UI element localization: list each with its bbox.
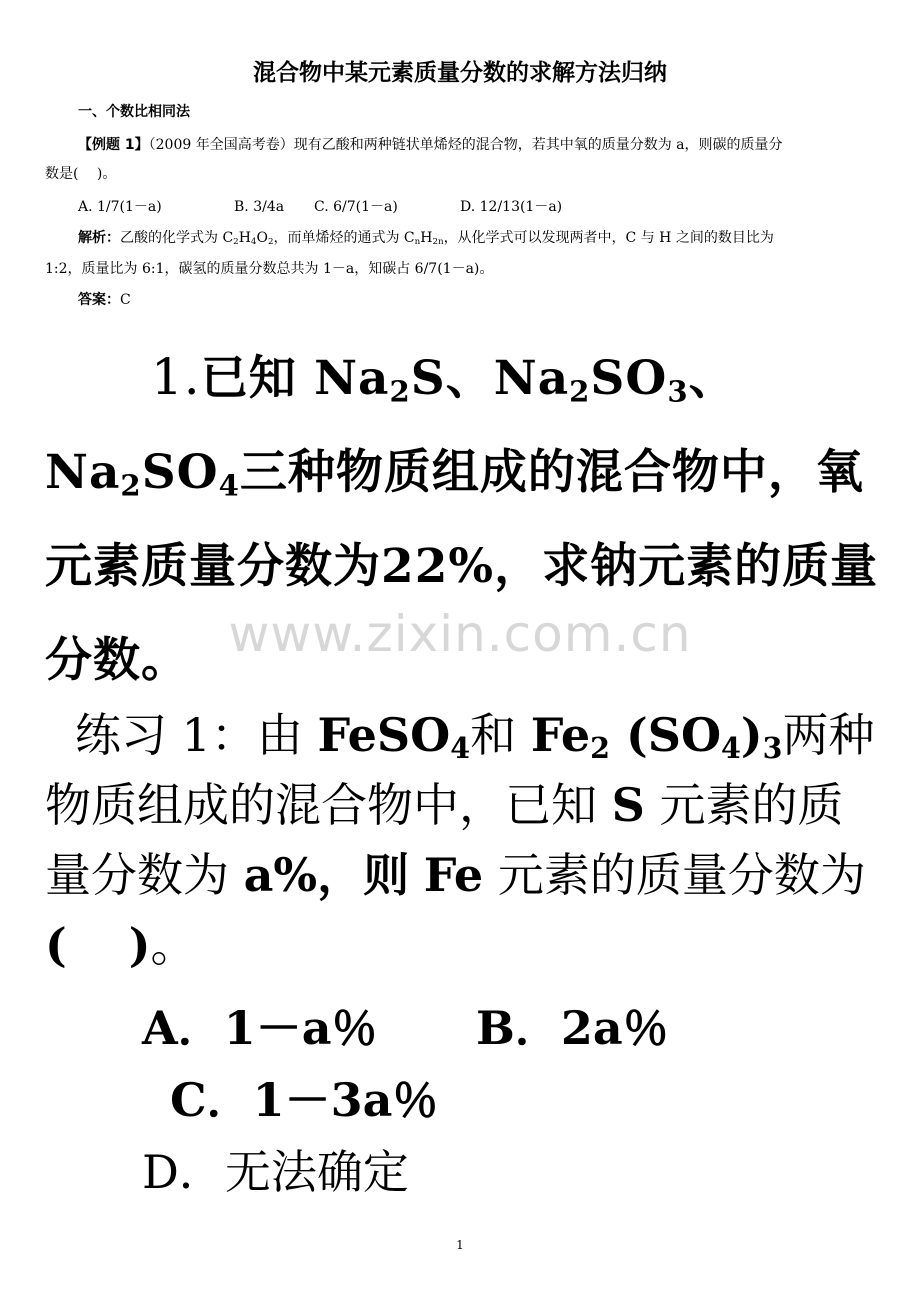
page-number: 1 bbox=[456, 1238, 464, 1252]
answer-line bbox=[78, 290, 131, 310]
question-text-2: ，求钠元素的质量分数。 bbox=[45, 539, 879, 688]
exercise-text-3: ，则 bbox=[317, 848, 410, 902]
subscript: 2 bbox=[233, 237, 239, 248]
example-line2: 数是( )。 bbox=[45, 166, 117, 182]
exercise-blank: ( ) bbox=[45, 918, 151, 972]
exercise-text-1: 两种物质组成的混合物中，已知 bbox=[45, 708, 875, 832]
formula-na2so3: $Na_2SO_3$ bbox=[493, 351, 689, 409]
question-known: 已知 bbox=[200, 351, 297, 406]
analysis-text: ，而单烯烃的通式为 C bbox=[273, 230, 415, 246]
element-fe: Fe bbox=[423, 848, 484, 902]
analysis-line1 bbox=[78, 228, 774, 248]
example-text: 现有乙酸和两种链状单烯烃的混合物，若其中氧的质量分数为 a，则碳的质量分 bbox=[293, 137, 783, 153]
subscript: 2 bbox=[267, 237, 274, 248]
separator: 、 bbox=[688, 351, 737, 406]
subscript: 2n bbox=[432, 237, 444, 248]
question-number: 1. bbox=[151, 348, 201, 406]
exercise-option-d bbox=[142, 1136, 409, 1202]
section-heading: 一、个数比相同法 bbox=[78, 104, 190, 120]
question-percent: 22% bbox=[381, 539, 495, 594]
formula-na2s: $Na_2S$ bbox=[314, 351, 446, 409]
analysis-text: ，从化学式可以发现两者中，C 与 H 之间的数目比为 bbox=[443, 230, 774, 246]
analysis-label: 解析： bbox=[78, 230, 120, 246]
exercise-option-b: B．2a％ bbox=[476, 1001, 669, 1055]
exercise-a-percent: a% bbox=[243, 848, 318, 902]
example-tag: 【例题 1】 bbox=[78, 137, 149, 153]
subscript: n bbox=[414, 237, 421, 248]
exercise-text-4: 元素的质量分数为 bbox=[497, 848, 866, 902]
exercise-option-a: A．1－a％ bbox=[142, 1001, 378, 1055]
example-option-b: B. 3/4a bbox=[234, 199, 285, 215]
separator: 、 bbox=[445, 351, 494, 406]
exercise-text-2: 元素的质量分数为 bbox=[45, 778, 844, 902]
subscript: 4 bbox=[250, 237, 257, 248]
formula-fe2so43: $Fe_2$ $(SO_4)_3$ bbox=[530, 708, 783, 766]
example-option-d: D. 12/13(1－a) bbox=[460, 199, 563, 215]
example-source: （2009 年全国高考卷） bbox=[148, 137, 294, 153]
analysis-text: 乙酸的化学式为 C bbox=[120, 230, 234, 246]
watermark: www.zixin.com.cn bbox=[228, 605, 692, 663]
analysis-line2: 1:2，质量比为 6:1，碳氢的质量分数总共为 1－a，知碳占 6/7(1－a)。 bbox=[45, 261, 494, 277]
question-text-1: 三种物质组成的混合物中，氧元素质量分数为 bbox=[45, 445, 864, 594]
exercise-label: 练习 1：由 bbox=[75, 708, 303, 762]
analysis-text: H bbox=[238, 230, 251, 246]
exercise-1 bbox=[45, 700, 885, 980]
formula-feso4: FeSO$_4$ bbox=[317, 708, 471, 766]
exercise-and: 和 bbox=[470, 708, 517, 762]
exercise-option-d-text: D．无法确定 bbox=[142, 1145, 409, 1199]
answer-label: 答案： bbox=[78, 292, 120, 308]
analysis-text: H bbox=[420, 230, 433, 246]
answer-value: C bbox=[120, 292, 131, 308]
example-option-a: A. 1/7(1－a) bbox=[78, 199, 162, 215]
example-line1 bbox=[78, 135, 783, 155]
page-title: 混合物中某元素质量分数的求解方法归纳 bbox=[253, 60, 667, 86]
element-s: S bbox=[611, 778, 645, 832]
example-option-c: C. 6/7(1－a) bbox=[314, 199, 398, 215]
exercise-end: 。 bbox=[150, 918, 197, 972]
formula-na2so4: $Na_2SO_4$ bbox=[45, 445, 240, 503]
exercise-option-c: C．1－3a％ bbox=[170, 1073, 439, 1127]
analysis-text: O bbox=[256, 230, 268, 246]
